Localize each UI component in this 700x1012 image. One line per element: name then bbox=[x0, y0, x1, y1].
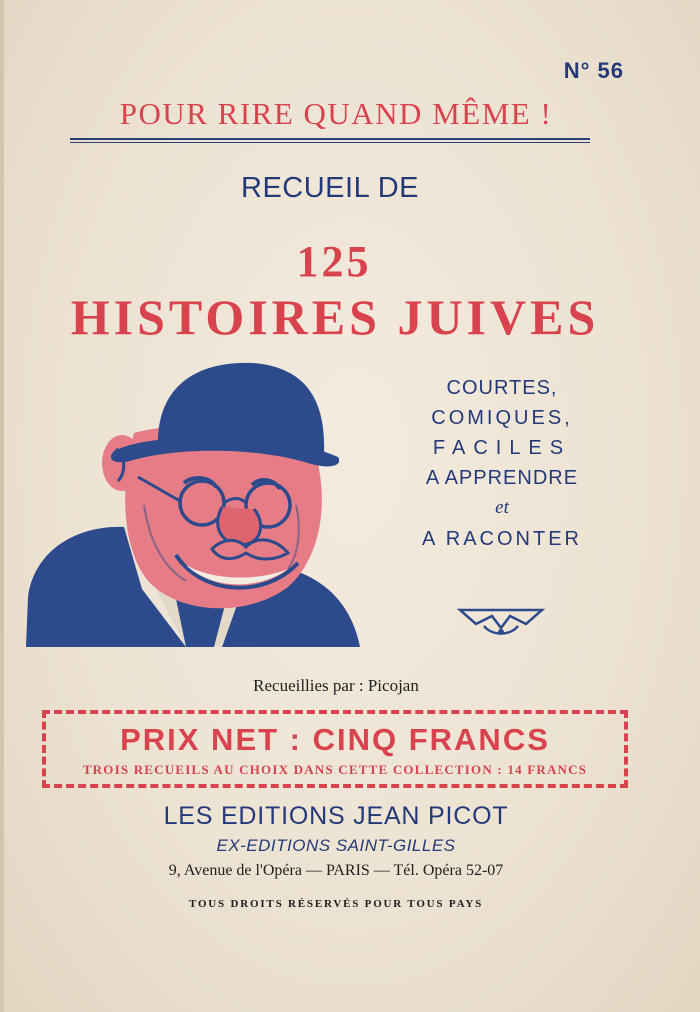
descriptor-faciles: FACILES bbox=[432, 437, 572, 459]
rights-notice: TOUS DROITS RÉSERVÉS POUR TOUS PAYS bbox=[189, 898, 483, 910]
title-rule bbox=[70, 138, 590, 140]
publisher-address: 9, Avenue de l'Opéra — PARIS — Tél. Opéra 52-07 bbox=[168, 862, 504, 879]
series-title: POUR RIRE QUAND MÊME ! bbox=[119, 96, 553, 131]
price-offer: TROIS RECUEILS AU CHOIX DANS CETTE COLLECTION : 14 FRANCS bbox=[82, 762, 588, 777]
descriptor-raconter: A RACONTER bbox=[421, 528, 583, 550]
descriptor-et: et bbox=[495, 497, 509, 518]
descriptor-courtes: COURTES, bbox=[446, 377, 558, 399]
story-count: 125 bbox=[296, 237, 372, 286]
recueil-label: RECUEIL DE bbox=[241, 172, 419, 204]
description-list bbox=[396, 378, 608, 559]
former-publisher: EX-EDITIONS SAINT-GILLES bbox=[216, 836, 456, 855]
decorative-ornament-icon bbox=[456, 602, 546, 642]
publisher-name: LES EDITIONS JEAN PICOT bbox=[163, 802, 509, 830]
descriptor-apprendre: A APPRENDRE bbox=[425, 467, 579, 489]
caricature-man-bowler-hat-illustration bbox=[26, 355, 366, 655]
descriptor-comiques: COMIQUES, bbox=[431, 407, 573, 429]
main-title: HISTOIRES JUIVES bbox=[70, 289, 600, 345]
price-main: PRIX NET : CINQ FRANCS bbox=[120, 722, 550, 757]
title-rule-thin bbox=[70, 142, 590, 143]
collector-credit: Recueillies par : Picojan bbox=[253, 676, 419, 695]
issue-number: N° 56 bbox=[563, 58, 624, 83]
